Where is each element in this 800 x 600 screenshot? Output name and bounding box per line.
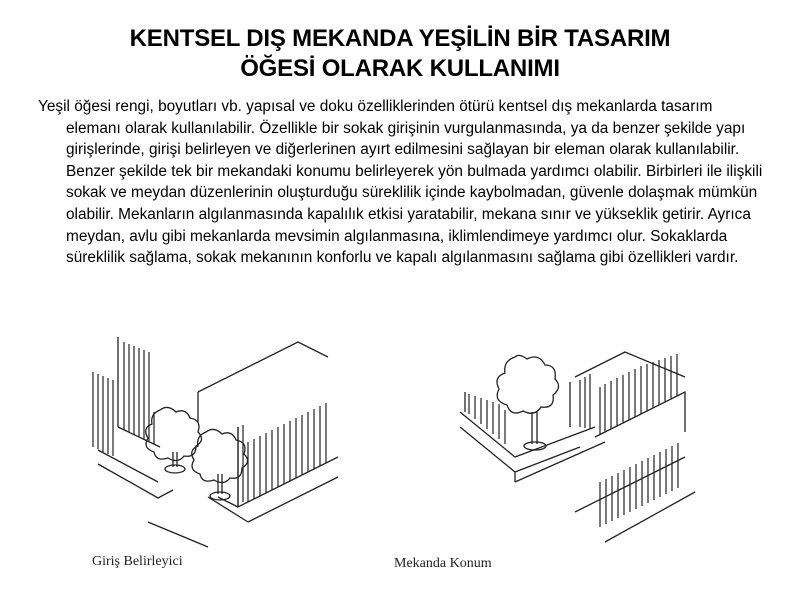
entrance-sketch xyxy=(88,332,348,552)
caption-position-in-space: Mekanda Konum xyxy=(394,556,492,571)
slide-title xyxy=(0,24,800,84)
body-paragraph xyxy=(38,96,768,269)
title-line-2: ÖĞESİ OLARAK KULLANIMI xyxy=(240,55,560,82)
caption-entrance-marker: Giriş Belirleyici xyxy=(92,554,183,569)
figure-entrance-marker xyxy=(88,332,348,552)
figure-position-in-space xyxy=(455,332,705,552)
body-text: Yeşil öğesi rengi, boyutları vb. yapısal ve doku özelliklerinden ötürü kentsel dış mekanlarda tasarım elemanı olarak kullanılabilir. Özellikle bir sokak girişinin vurgulanmasında, ya da benzer şekilde yapı girişlerinde, girişi belirleyen ve diğerlerinen ayırt edilmesini sağlayan bir eleman olarak kullanılabilir. Benzer şekilde tek bir mekandaki konumu belirleyerek yön bulmada yardımcı olabilir. Birbirleri ile ilişkili sokak ve meydan düzenlerinin oluşturduğu süreklilik içinde kaybolmadan, güvenle dolaşmak mümkün olabilir. Mekanların algılanmasında kapalılık etkisi yaratabilir, mekana sınır ve yükseklik getirir. Ayrıca meydan, avlu gibi mekanlarda mevsimin algılanmasına, iklimlendimeye yardımcı olur. Sokaklarda süreklilik sağlama, sokak mekanının konforlu ve kapalı algılanmasını sağlama gibi özellikleri vardır. xyxy=(38,98,763,267)
position-sketch xyxy=(455,332,705,552)
title-line-1: KENTSEL DIŞ MEKANDA YEŞİLİN BİR TASARIM xyxy=(129,25,671,52)
